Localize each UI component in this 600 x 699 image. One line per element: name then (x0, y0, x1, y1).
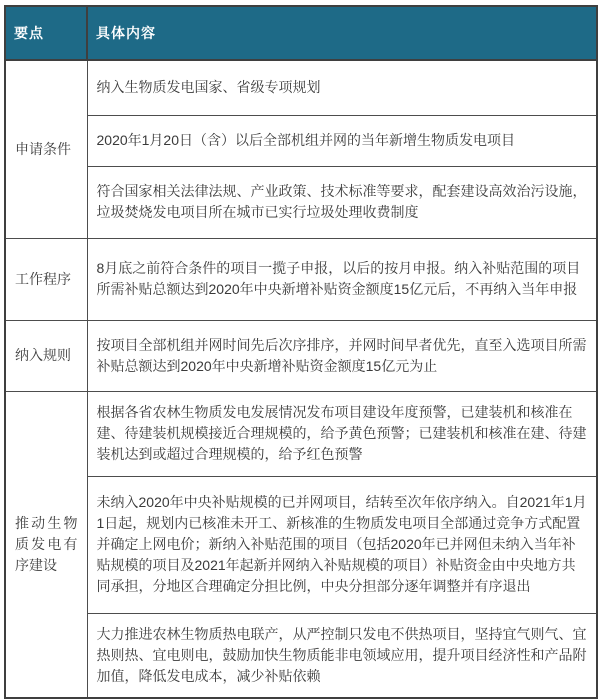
row-label-application-conditions: 申请条件 (5, 60, 87, 238)
table-cell: 2020年1月20日（含）以后全部机组并网的当年新增生物质发电项目 (87, 115, 597, 166)
header-keypoint: 要点 (5, 6, 87, 60)
table-row (5, 238, 597, 320)
table-cell: 纳入生物质发电国家、省级专项规划 (87, 60, 597, 115)
table-row (5, 391, 597, 476)
row-label-orderly-development: 推动生物质发电有序建设 (5, 391, 87, 698)
table-cell: 大力推进农林生物质热电联产，从严控制只发电不供热项目，坚持宜气则气、宜热则热、宜电则电，鼓励加快生物质能非电领域应用，提升项目经济性和产品附加值，降低发电成本，减少补贴依赖 (87, 613, 597, 698)
table-cell: 未纳入2020年中央补贴规模的已并网项目，结转至次年依序纳入。自2021年1月1日起，规划内已核准未开工、新核准的生物质发电项目全部通过竞争方式配置并确定上网电价；新纳入补贴范围的项目（包括2020年已并网但未纳入当年补贴规模的项目及2021年起新并网纳入补贴规模的项目）补贴资金由中央地方共同承担，分地区合理确定分担比例，中央分担部分逐年调整并有序退出 (87, 476, 597, 613)
row-label-inclusion-rules: 纳入规则 (5, 320, 87, 391)
table-row (5, 166, 597, 238)
header-detail: 具体内容 (87, 6, 597, 60)
row-label-work-procedure: 工作程序 (5, 238, 87, 320)
table-row (5, 115, 597, 166)
table-cell: 按项目全部机组并网时间先后次序排序，并网时间早者优先，直至入选项目所需补贴总额达到2020年中央新增补贴资金额度15亿元为止 (87, 320, 597, 391)
table-cell: 符合国家相关法律法规、产业政策、技术标准等要求，配套建设高效治污设施，垃圾焚烧发电项目所在城市已实行垃圾处理收费制度 (87, 166, 597, 238)
header-row (5, 6, 597, 60)
table-row (5, 476, 597, 613)
table-row (5, 60, 597, 115)
table-row (5, 613, 597, 698)
table-row (5, 320, 597, 391)
table-cell: 根据各省农林生物质发电发展情况发布项目建设年度预警，已建装机和核准在建、待建装机规模接近合理规模的，给予黄色预警；已建装机和核准在建、待建装机达到或超过合理规模的，给予红色预警 (87, 391, 597, 476)
policy-table (4, 5, 598, 699)
table-cell: 8月底之前符合条件的项目一揽子申报，以后的按月申报。纳入补贴范围的项目所需补贴总额达到2020年中央新增补贴资金额度15亿元后，不再纳入当年申报 (87, 238, 597, 320)
